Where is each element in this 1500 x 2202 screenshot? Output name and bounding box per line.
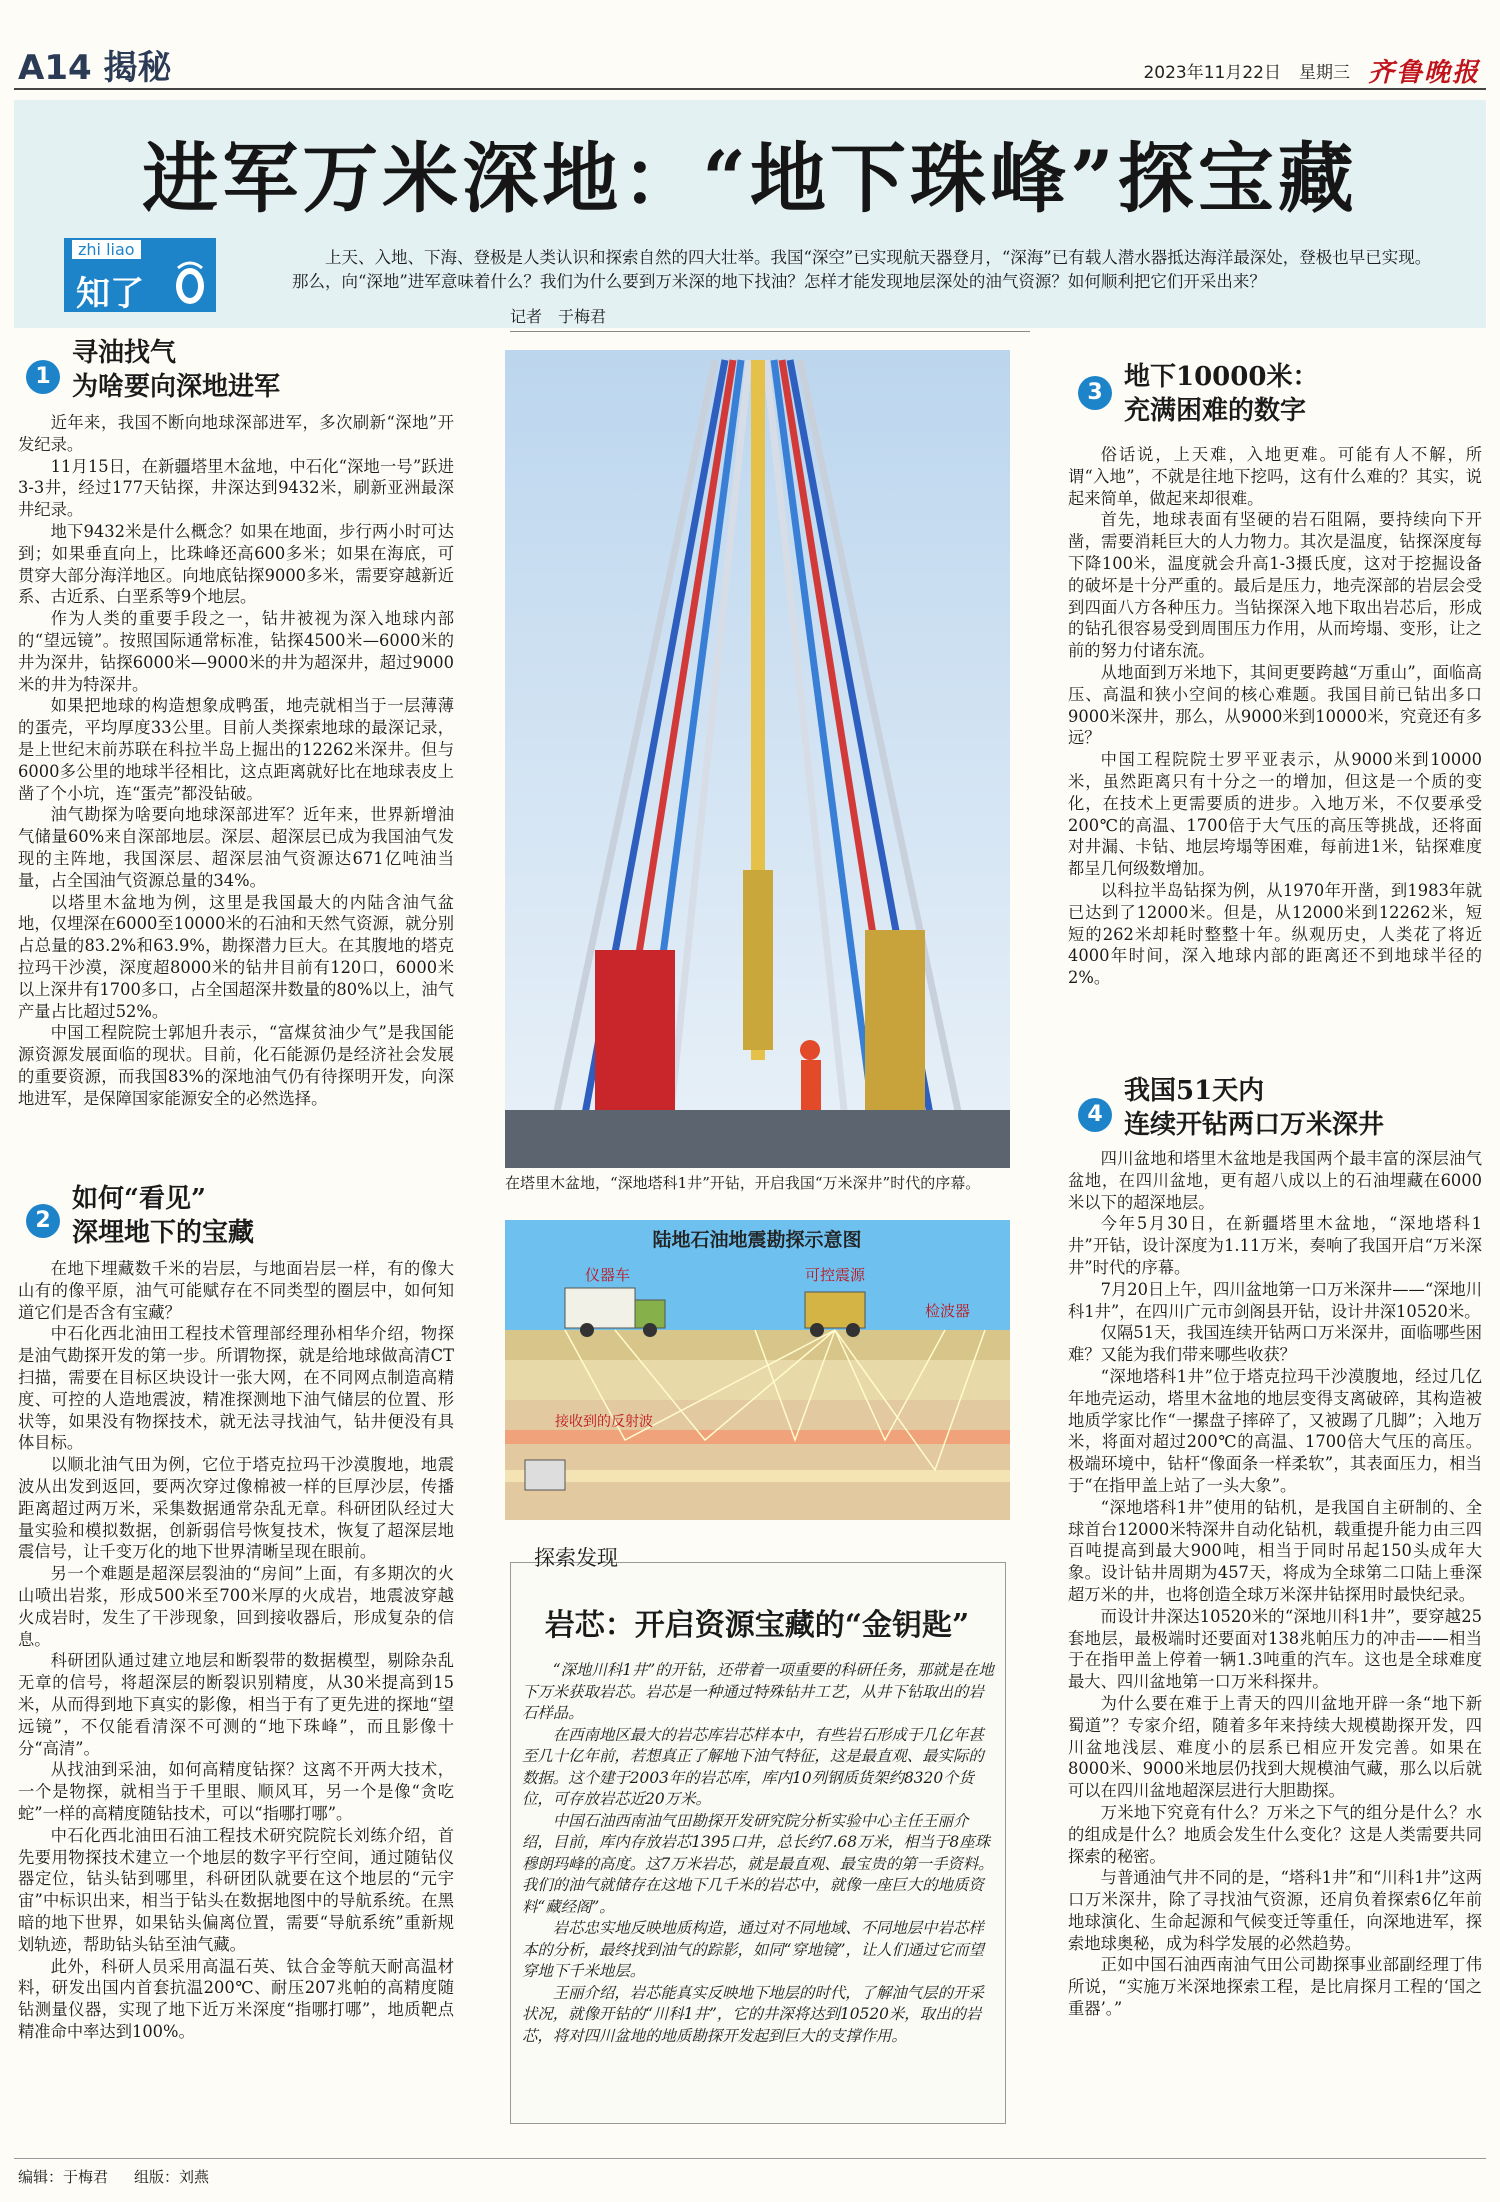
section-4-title: [1124, 1074, 1384, 1142]
date: 2023年11月22日: [1143, 63, 1281, 83]
diagram-label-truck: 仪器车: [585, 1266, 631, 1284]
section-1-title-line2: 为啥要向深地进军: [72, 372, 281, 402]
section-4-number: 4: [1078, 1098, 1112, 1132]
paragraph: 四川盆地和塔里木盆地是我国两个最丰富的深层油气盆地，在四川盆地，更有超八成以上的石油埋藏在6000米以下的超深地层。: [1068, 1149, 1482, 1212]
photo-caption: 在塔里木盆地，“深地塔科1井”开钻，开启我国“万米深井”时代的序幕。: [505, 1174, 981, 1192]
paragraph: 在地下埋藏数千米的岩层，与地面岩层一样，有的像大山有的像平原，油气可能赋存在不同类型的圈层中，如何知道它们是否含有宝藏？: [18, 1259, 454, 1322]
section-label: A14 揭秘: [18, 48, 172, 88]
section-1-title-line1: 寻油找气: [72, 338, 177, 368]
weekday: 星期三: [1298, 63, 1350, 83]
section-1-body: [18, 412, 454, 1110]
paragraph: 万米地下究竟有什么？万米之下气的组分是什么？水的组成是什么？地质会发生什么变化？这是人类需要共同探索的秘密。: [1068, 1802, 1482, 1866]
paragraph: 近年来，我国不断向地球深部进军，多次刷新“深地”开发纪录。: [18, 413, 454, 454]
paragraph: 为什么要在难于上青天的四川盆地开辟一条“地下新蜀道”？专家介绍，随着多年来持续大规模勘探开发，四川盆地浅层、难度小的层系已相应开发完善。如果在8000米、9000米地层仍找到大规模油气藏，那么以后就可以在四川盆地超深层进行大胆勘探。: [1068, 1693, 1482, 1801]
section-4-body: [1068, 1148, 1482, 2020]
cicada-icon: [168, 260, 212, 308]
zhiliao-badge: [64, 238, 216, 312]
section-2-title-line2: 深埋地下的宝藏: [72, 1218, 255, 1248]
section-4-title-line2: 连续开钻两口万米深井: [1124, 1110, 1385, 1140]
footer-design: 组版：刘燕: [134, 2168, 210, 2186]
paragraph: “深地塔科1井”位于塔克拉玛干沙漠腹地，经过几亿年地壳运动，塔里木盆地的地层变得支离破碎，其构造被地质学家比作“一摞盘子摔碎了，又被踢了几脚”；入地万米，将面对超过200℃的高温、1700倍大气压的高压。极端环境中，钻杆“像面条一样柔软”，其表面压力，相当于“在指甲盖上站了一头大象”。: [1068, 1366, 1482, 1495]
paragraph: 地下9432米是什么概念？如果在地面，步行两小时可达到；如果垂直向上，比珠峰还高600多米；如果在海底，可贯穿大部分海洋地区。向地底钻探9000多米，需要穿越新近系、古近系、白垩系等9个地层。: [18, 521, 454, 607]
paragraph: 王丽介绍，岩芯能真实反映地下地层的时代，了解油气层的开采状况，就像开钻的“川科1井”，它的井深将达到10520米，取出的岩芯，将对四川盆地的地质勘探开发起到巨大的支撑作用。: [522, 1983, 984, 2045]
paragraph: 中石化西北油田石油工程技术研究院院长刘练介绍，首先要用物探技术建立一个地层的数字平行空间，通过随钻仪器定位，钻头钻到哪里，科研团队就要在这个地层的“元宇宙”中标识出来，相当于钻头在数据地图中的导航系统。在黑暗的地下世界，如果钻头偏离位置，需要“导航系统”重新规划轨迹，帮助钻头钻至油气藏。: [18, 1825, 454, 1954]
paper-logo: 齐鲁晚报: [1367, 58, 1480, 88]
paragraph: “深地川科1井”的开钻，还带着一项重要的科研任务，那就是在地下万米获取岩芯。岩芯是一种通过特殊钻井工艺，从井下钻取出的岩石样品。: [522, 1661, 994, 1722]
explore-title: 岩芯：开启资源宝藏的“金钥匙”: [544, 1608, 970, 1643]
paragraph: 中国工程院院士罗平亚表示，从9000米到10000米，虽然距离只有十分之一的增加，但这是一个质的变化，在技术上更需要质的进步。入地万米，不仅要承受200℃的高温、1700倍于大气压的高压等挑战，还将面对井漏、卡钻、地层垮塌等困难，每前进1米，钻探难度都呈几何级数增加。: [1068, 750, 1482, 879]
byline: 记者 于梅君: [510, 304, 1030, 332]
paragraph: 岩芯忠实地反映地质构造，通过对不同地域、不同地层中岩芯样本的分析，最终找到油气的踪影，如同“穿地镜”，让人们通过它而望穿地下千米地层。: [522, 1919, 985, 1980]
paragraph: 11月15日，在新疆塔里木盆地，中石化“深地一号”跃进3-3井，经过177天钻探，井深达到9432米，刷新亚洲最深井纪录。: [18, 456, 454, 520]
section-2-title: [72, 1182, 254, 1250]
paragraph: 中国工程院院士郭旭升表示，“富煤贫油少气”是我国能源资源发展面临的现状。目前，化石能源仍是经济社会发展的重要资源，而我国83%的深地油气仍有待探明开发，向深地进军，是保障国家能源安全的必然选择。: [18, 1023, 454, 1108]
paragraph: 中国石油西南油气田勘探开发研究院分析实验中心主任王丽介绍，目前，库内存放岩芯1395口井，总长约7.68万米，相当于8座珠穆朗玛峰的高度。这7万米岩芯，就是最直观、最宝贵的第一手资料。我们的油气就储存在这地下几千米的岩芯中，就像一座巨大的地质资料“藏经阁”。: [522, 1811, 994, 1916]
explore-tag: 探索发现: [534, 1546, 618, 1570]
paragraph: 俗话说，上天难，入地更难。可能有人不解，所谓“入地”，不就是往地下挖吗，这有什么难的？其实，说起来简单，做起来却很难。: [1068, 445, 1482, 508]
masthead-rule: [14, 88, 1486, 90]
paragraph: 以科拉半岛钻探为例，从1970年开凿，到1983年就已达到了12000米。但是，从12000米到12262米，短短的262米却耗时整整十年。纵观历史，人类花了将近4000年时间，深入地球内部的距离还不到地球半径的2%。: [1068, 880, 1482, 988]
paragraph: 如果把地球的构造想象成鸭蛋，地壳就相当于一层薄薄的蛋壳，平均厚度33公里。目前人类探索地球的最深记录，是上世纪末前苏联在科拉半岛上掘出的12262米深井。但与6000多公里的地球半径相比，这点距离就好比在地球表皮上凿了个小坑，连“蛋壳”都没钻破。: [18, 696, 454, 803]
section-2-number: 2: [26, 1204, 60, 1238]
paragraph: 另一个难题是超深层裂油的“房间”上面，有多期次的火山喷出岩浆，形成500米至700米厚的火成岩，地震波穿越火成岩时，发生了干涉现象，回到接收器后，形成复杂的信息。: [18, 1564, 454, 1649]
footer: [18, 2166, 209, 2187]
paragraph: 从地面到万米地下，其间更要跨越“万重山”，面临高压、高温和狭小空间的核心难题。我国目前已钻出多口9000米深井，那么，从9000米到10000米，究竟还有多远？: [1068, 662, 1482, 748]
footer-rule: [14, 2158, 1486, 2159]
paragraph: 中石化西北油田工程技术管理部经理孙相华介绍，物探是油气勘探开发的第一步。所谓物探，就是给地球做高清CT扫描，需要在目标区块设计一张大网，在不同网点制造高精度、可控的人造地震波，精准探测地下油气储层的位置、形状等，如果没有物探技术，就无法寻找油气，钻井便没有具体目标。: [18, 1324, 454, 1453]
zhiliao-title: 知了: [76, 274, 144, 314]
section-2-title-line1: 如何“看见”: [72, 1184, 206, 1214]
section-1-title: [72, 336, 280, 404]
section-3-title-line1: 地下10000米：: [1124, 362, 1319, 392]
seismic-exploration-diagram: [505, 1220, 1010, 1520]
paragraph: 科研团队通过建立地层和断裂带的数据模型，剔除杂乱无章的信号，将超深层的断裂识别精度，从30米提高到15米，从而得到地下真实的影像，相当于有了更先进的探地“望远镜”，不仅能看清深不可测的“地下珠峰”，而且影像十分“高清”。: [18, 1651, 454, 1758]
paragraph: 与普通油气井不同的是，“塔科1井”和“川科1井”这两口万米深井，除了寻找油气资源，还肩负着探索6亿年前地球演化、生命起源和气候变迁等重任，向深地进军，探索地球奥秘，成为科学发展的必然趋势。: [1068, 1868, 1482, 1953]
paragraph: “深地塔科1井”使用的钻机，是我国自主研制的、全球首台12000米特深井自动化钻机，载重提升能力由三四百吨提高到最大900吨，相当于同时吊起150头成年大象。设计钻井周期为457天，将成为全球第二口陆上垂深超万米的井，也将创造全球万米深井钻探用时最快纪录。: [1068, 1497, 1482, 1604]
section-2-body: [18, 1258, 454, 2043]
headline: 进军万米深地：“地下珠峰”探宝藏: [142, 134, 1358, 223]
section-3-number: 3: [1078, 376, 1112, 410]
diagram-label-geophone: 检波器: [925, 1302, 971, 1320]
paragraph: 以顺北油气田为例，它位于塔克拉玛干沙漠腹地，地震波从出发到返回，要两次穿过像棉被一样的巨厚沙层，传播距离超过两万米，采集数据通常杂乱无章。科研团队经过大量实验和模拟数据，创新弱信号恢复技术，恢复了超深层地震信号，让千变万化的地下世界清晰呈现在眼前。: [18, 1455, 454, 1562]
paragraph: 在西南地区最大的岩芯库岩芯样本中，有些岩石形成于几亿年甚至几十亿年前，若想真正了解地下油气特征，这是最直观、最实际的数据。这个建于2003年的岩芯库，库内10列钢质货架约8320个货位，可存放岩芯近20万米。: [522, 1725, 984, 1808]
drilling-rig-photo: [505, 350, 1010, 1168]
intro-text: 上天、入地、下海、登极是人类认识和探索自然的四大壮举。我国“深空”已实现航天器登月，“深海”已有载人潜水器抵达海洋最深处，登极也早已实现。那么，向“深地”进军意味着什么？我们为什么要到万米深的地下找油？怎样才能发现地层深处的油气资源？如何顺利把它们开采出来？: [292, 248, 1432, 291]
paragraph: 而设计井深达10520米的“深地川科1井”，要穿越25套地层，最极端时还要面对138兆帕压力的冲击——相当于在指甲盖上停着一辆1.3吨重的汽车。这也是全球难度最大、四川盆地第一口万米科探井。: [1068, 1606, 1482, 1692]
diagram-label-vibrator: 可控震源: [805, 1266, 866, 1284]
paragraph: 正如中国石油西南油气田公司勘探事业部副经理丁伟所说，“实施万米深地探索工程，是比肩探月工程的‘国之重器’。”: [1068, 1955, 1482, 2019]
dateline: [1143, 52, 1480, 89]
explore-body: [522, 1660, 994, 2047]
section-3-title: [1124, 360, 1318, 428]
diagram-label-reflection: 接收到的反射波: [555, 1414, 653, 1430]
paragraph: 从找油到采油，如何高精度钻探？这离不开两大技术，一个是物探，就相当于千里眼、顺风耳，另一个是像“贪吃蛇”一样的高精度随钻技术，可以“指哪打哪”。: [18, 1760, 454, 1823]
section-3-body: [1068, 444, 1482, 989]
paragraph: 首先，地球表面有坚硬的岩石阻隔，要持续向下开凿，需要消耗巨大的人力物力。其次是温度，钻探深度每下降100米，温度就会升高1-3摄氏度，这对于挖掘设备的破坏是十分严重的。最后是压力，地壳深部的岩层会受到四面八方各种压力。当钻探深入地下取出岩芯后，形成的钻孔很容易受到周围压力作用，从而垮塌、变形，让之前的努力付诸东流。: [1068, 510, 1482, 661]
section-4-title-line1: 我国51天内: [1124, 1076, 1265, 1106]
section-3-title-line2: 充满困难的数字: [1124, 396, 1307, 426]
section-1-number: 1: [26, 360, 60, 394]
diagram-title: 陆地石油地震勘探示意图: [652, 1229, 862, 1251]
paragraph: 7月20日上午，四川盆地第一口万米深井——“深地川科1井”，在四川广元市剑阁县开钻，设计井深10520米。: [1068, 1279, 1482, 1321]
footer-editor: 编辑：于梅君: [18, 2168, 109, 2186]
paragraph: 今年5月30日，在新疆塔里木盆地，“深地塔科1井”开钻，设计深度为1.11万米，奏响了我国开启“万米深井”时代的序幕。: [1068, 1214, 1482, 1277]
paragraph: 仅隔51天，我国连续开钻两口万米深井，面临哪些困难？又能为我们带来哪些收获？: [1068, 1323, 1482, 1365]
paragraph: 以塔里木盆地为例，这里是我国最大的内陆含油气盆地，仅埋深在6000至10000米的石油和天然气资源，就分别占总量的83.2%和63.9%，勘探潜力巨大。在其腹地的塔克拉玛干沙漠，深度超8000米的钻井目前有120口，6000米以上深井有1700多口，占全国超深井数量的80%以上，油气产量占比超过52%。: [18, 892, 454, 1021]
paragraph: 油气勘探为啥要向地球深部进军？近年来，世界新增油气储量60%来自深部地层。深层、超深层已成为我国油气发现的主阵地，我国深层、超深层油气资源达671亿吨油当量，占全国油气资源总量的34%。: [18, 805, 454, 890]
paragraph: 作为人类的重要手段之一，钻井被视为深入地球内部的“望远镜”。按照国际通常标准，钻探4500米—6000米的井为深井，钻探6000米—9000米的井为超深井，超过9000米的井为特深井。: [18, 609, 454, 694]
zhiliao-pinyin: zhi liao: [72, 240, 141, 259]
paragraph: 此外，科研人员采用高温石英、钛合金等航天耐高温材料，研发出国内首套抗温200℃、耐压207兆帕的高精度随钻测量仪器，实现了地下近万米深度“指哪打哪”，地质靶点精准命中率达到100%。: [18, 1956, 454, 2041]
